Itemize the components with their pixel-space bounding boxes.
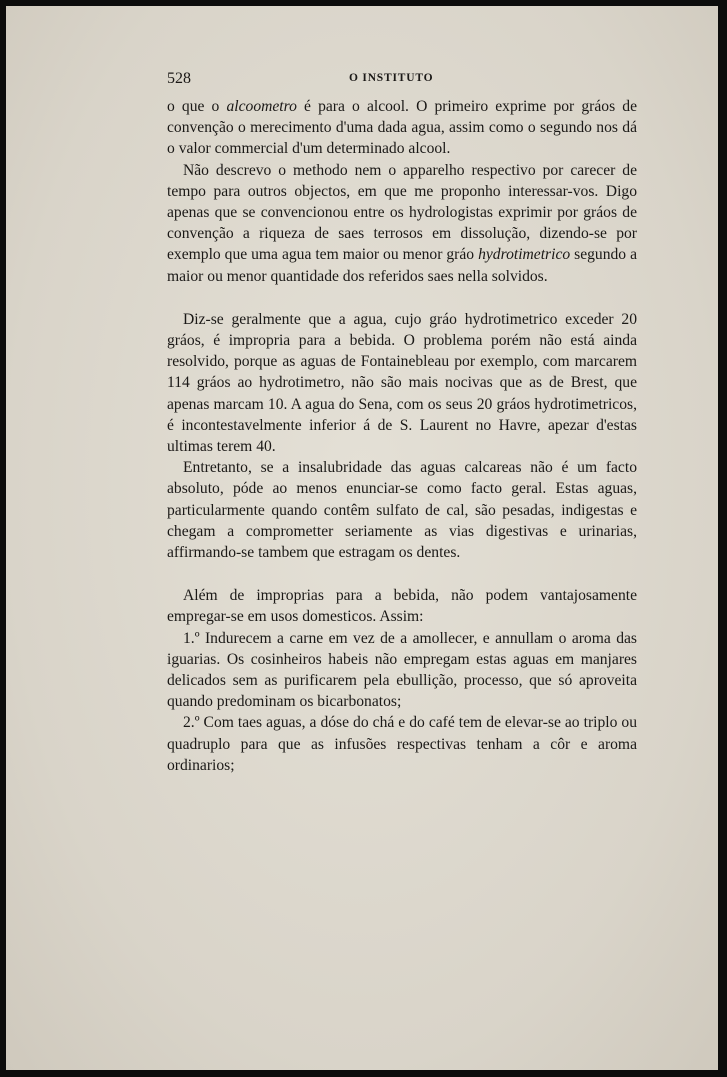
italic-term: hydrotimetrico: [478, 246, 571, 264]
text-run: 1.º Indurecem a carne em vez de a amollecer, e annullam o aroma das iguarias. Os cosinheiros habeis não empregam estas aguas em manjares delicados sem as purificarem pela ebullição, processo, que só aproveita quando predominam os bicarbonatos;: [167, 629, 637, 711]
paragraph: [167, 96, 637, 160]
paragraph: [167, 309, 637, 457]
italic-term: alcoometro: [226, 98, 297, 115]
text-run: é para o alcool. O primeiro exprime por gráos de convenção o merecimento d'uma dada agua, assim como o segundo nos dá o valor commercial d'um determinado alcool.: [167, 98, 637, 158]
text-run: Além de improprias para a bebida, não podem vantajosamente empregar-se em usos domesticos. Assim:: [167, 587, 637, 626]
paragraph: [167, 457, 637, 563]
text-run: segundo a maior ou menor quantidade dos referidos saes nella solvidos.: [167, 246, 637, 285]
text-run: Não descrevo o methodo nem o apparelho respectivo por carecer de tempo para outros objectos, em que me proponho interessar-vos. Digo apenas que se convencionou entre os hydrologistas exprimir por gráos de convenção a riqueza de saes terrosos em dissolução, dizendo-se por exemplo que uma agua tem maior ou menor gráo: [167, 161, 637, 264]
text-run: o que o: [167, 98, 227, 115]
paragraph: [167, 585, 637, 627]
text-run: Diz-se geralmente que a agua, cujo gráo hydrotimetrico exceder 20 gráos, é impropria para a bebida. O problema porém não está ainda resolvido, porque as aguas de Fontainebleau por exemplo, com marcarem 114 gráos ao hydrotimetro, não são mais nocivas que as de Brest, que apenas marcam 10. A agua do Sena, com os seus 20 gráos hydrotimetricos, é incontestavelmente inferior á de S. Laurent no Havre, apezar d'estas ultimas terem 40.: [167, 310, 637, 456]
book-page: [6, 6, 718, 1070]
paragraph: [167, 628, 637, 713]
text-run: Entretanto, se a insalubridade das aguas calcareas não é um facto absoluto, póde ao menos enunciar-se como facto geral. Estas aguas, particularmente quando contêm sulfato de cal, são pesadas, indigestas e chegam a comprometter seriamente as vias digestivas e urinarias, affirmando-se tambem que estragam os dentes.: [167, 459, 637, 562]
page-header: [167, 66, 637, 96]
running-title: O INSTITUTO: [349, 72, 434, 84]
paragraph: [167, 160, 637, 287]
text-run: 2.º Com taes aguas, a dóse do chá e do café tem de elevar-se ao triplo ou quadruplo para que as infusões respectivas tenham a côr e aroma ordinarios;: [167, 714, 637, 774]
page-number: 528: [167, 70, 191, 87]
paragraph: [167, 712, 637, 776]
text-block: [167, 66, 637, 776]
